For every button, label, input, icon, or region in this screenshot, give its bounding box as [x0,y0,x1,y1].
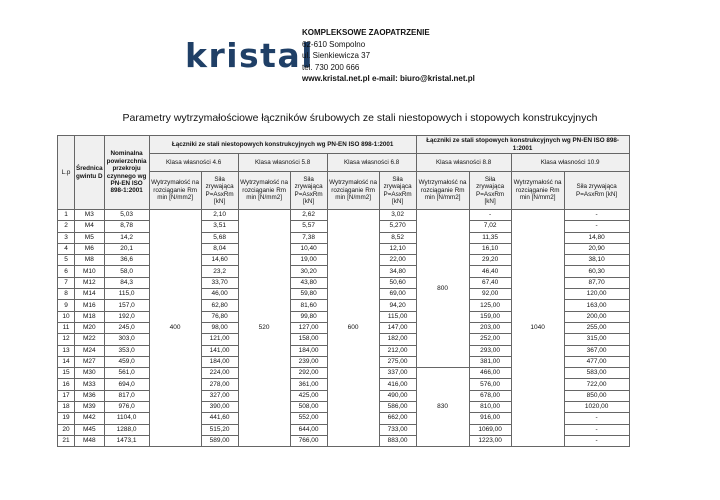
table-cell: 163,00 [564,300,629,311]
rm-value-cell: 800 [416,210,469,368]
table-cell: 3,51 [201,221,238,232]
table-cell: 1288,0 [104,424,149,435]
table-cell: 1069,00 [469,424,511,435]
rm-value-cell: 830 [416,368,469,447]
address-line2: ul. Sienkiewicza 37 [302,51,371,60]
table-cell: 10,40 [290,243,327,254]
table-cell: M45 [75,424,105,435]
table-cell: M30 [75,368,105,379]
table-cell: 644,00 [290,424,327,435]
table-cell: - [469,210,511,221]
table-cell: 255,00 [564,322,629,333]
table-cell: 4 [58,243,75,254]
table-cell: 20,1 [104,243,149,254]
table-cell: 5,57 [290,221,327,232]
header-rm: Wytrzymałość na rozciąganie Rm min [N/mm2] [149,172,201,210]
table-cell: 8,04 [201,243,238,254]
header-class-10-9: Klasa własności 10.9 [511,154,629,172]
table-cell: M42 [75,413,105,424]
rm-value-cell: 1040 [511,210,564,447]
table-cell: 561,0 [104,368,149,379]
table-cell: 19 [58,413,75,424]
table-cell: 67,40 [469,277,511,288]
table-cell: 20 [58,424,75,435]
table-cell: 976,0 [104,402,149,413]
table-cell: 883,00 [379,435,416,446]
header-group-non-alloy: Łączniki ze stali niestopowych konstrukcyjnych wg PN-EN ISO 898-1:2001 [149,136,416,154]
header-class-5-8: Klasa własności 5.8 [238,154,327,172]
table-cell: 292,00 [290,368,327,379]
table-cell: 275,00 [379,356,416,367]
table-cell: 13 [58,345,75,356]
table-cell: 184,00 [201,356,238,367]
table-cell: 303,0 [104,334,149,345]
company-name: KOMPLEKSOWE ZAOPATRZENIE [302,28,430,37]
header-class-8-8: Klasa własności 8.8 [416,154,511,172]
table-cell: 425,00 [290,390,327,401]
header-area: Nominalna powierzchnia przekroju czynnego wg PN-EN ISO 898-1:2001 [104,136,149,210]
table-cell: 576,00 [469,379,511,390]
table-cell: 34,80 [379,266,416,277]
table-cell: M48 [75,435,105,446]
table-cell: 6 [58,266,75,277]
table-cell: M6 [75,243,105,254]
table-cell: 157,0 [104,300,149,311]
table-cell: 14 [58,356,75,367]
table-cell: M5 [75,232,105,243]
header-group-alloy: Łączniki ze stali stopowych konstrukcyjnych wg PN-EN ISO 898-1:2001 [416,136,629,154]
table-cell: M22 [75,334,105,345]
table-cell: 224,00 [201,368,238,379]
table-cell: 121,00 [201,334,238,345]
table-cell: - [564,424,629,435]
table-cell: 1473,1 [104,435,149,446]
table-cell: 94,20 [379,300,416,311]
table-cell: 2,62 [290,210,327,221]
table-cell: 125,00 [469,300,511,311]
table-cell: 20,90 [564,243,629,254]
table-cell: 10 [58,311,75,322]
table-cell: 441,60 [201,413,238,424]
header-diameter: Średnica gwintu D [75,136,105,210]
company-info [302,27,475,85]
table-cell: 50,60 [379,277,416,288]
web-email: www.kristal.net.pl e-mail: biuro@kristal.net.pl [302,74,475,83]
table-cell: M27 [75,356,105,367]
address-line1: 62-610 Sompolno [302,39,366,49]
table-cell: 766,00 [290,435,327,446]
header-rm: Wytrzymałość na rozciąganie Rm min [N/mm2] [416,172,469,210]
table-cell: M16 [75,300,105,311]
table-cell: 733,00 [379,424,416,435]
table-cell: 14,80 [564,232,629,243]
table-cell: 59,80 [290,289,327,300]
header-force: Siła zrywająca P=AsxRm [kN] [564,172,629,210]
header-force: Siła zrywająca P=AsxRm [kN] [201,172,238,210]
table-cell: 1223,00 [469,435,511,446]
table-cell: M10 [75,266,105,277]
table-cell: 60,30 [564,266,629,277]
table-cell: M12 [75,277,105,288]
table-cell: 99,80 [290,311,327,322]
table-cell: 127,00 [290,322,327,333]
table-cell: 16 [58,379,75,390]
table-cell: 722,00 [564,379,629,390]
table-cell: 293,00 [469,345,511,356]
table-cell: 46,40 [469,266,511,277]
rm-value-cell: 400 [149,210,201,447]
header-force: Siła zrywająca P=AsxRm [kN] [379,172,416,210]
table-cell: M24 [75,345,105,356]
table-cell: 9 [58,300,75,311]
table-cell: 1 [58,210,75,221]
table-cell: 98,00 [201,322,238,333]
table-cell: 8,78 [104,221,149,232]
table-cell: 416,00 [379,379,416,390]
table-cell: 22,00 [379,255,416,266]
table-cell: 3,02 [379,210,416,221]
table-cell: M14 [75,289,105,300]
table-cell: M3 [75,210,105,221]
table-cell: - [564,210,629,221]
table-cell: 12,10 [379,243,416,254]
table-cell: 11 [58,322,75,333]
table-cell: 38,10 [564,255,629,266]
table-cell: - [564,413,629,424]
table-cell: 11,35 [469,232,511,243]
table-cell: 490,00 [379,390,416,401]
table-cell: 2,10 [201,210,238,221]
header-force: Siła zrywająca P=AsxRm [kN] [469,172,511,210]
table-cell: 515,20 [201,424,238,435]
table-cell: 1020,00 [564,402,629,413]
table-cell: 5,68 [201,232,238,243]
table-cell: 87,70 [564,277,629,288]
table-cell: 817,0 [104,390,149,401]
table-cell: M8 [75,255,105,266]
table-cell: 30,20 [290,266,327,277]
table-cell: 239,00 [290,356,327,367]
table-cell: 212,00 [379,345,416,356]
table-cell: 14,60 [201,255,238,266]
table-cell: 678,00 [469,390,511,401]
table-cell: 2 [58,221,75,232]
table-cell: 810,00 [469,402,511,413]
table-cell: 184,00 [290,345,327,356]
table-cell: 5,270 [379,221,416,232]
table-cell: 147,00 [379,322,416,333]
header-rm: Wytrzymałość na rozciąganie Rm min [N/mm2] [511,172,564,210]
table-cell: 21 [58,435,75,446]
table-cell: 16,10 [469,243,511,254]
table-cell: 19,00 [290,255,327,266]
table-cell: 8 [58,289,75,300]
header-class-6-8: Klasa własności 6.8 [327,154,416,172]
table-cell: 182,00 [379,334,416,345]
table-cell: 159,00 [469,311,511,322]
table-cell: 245,0 [104,322,149,333]
table-cell: 552,00 [290,413,327,424]
table-cell: 361,00 [290,379,327,390]
table-cell: 850,00 [564,390,629,401]
table-cell: 62,80 [201,300,238,311]
table-cell: 477,00 [564,356,629,367]
table-cell: 589,00 [201,435,238,446]
table-cell: 33,70 [201,277,238,288]
table-cell: 466,00 [469,368,511,379]
table-body [58,210,630,447]
header-rm: Wytrzymałość na rozciąganie Rm min [N/mm2] [327,172,379,210]
table-cell: 5,03 [104,210,149,221]
company-logo: kristal [185,36,315,75]
table-cell: 278,00 [201,379,238,390]
phone: tel. 730 200 666 [302,62,360,72]
table-cell: 192,0 [104,311,149,322]
document-title: Parametry wytrzymałościowe łączników śrubowych ze stali niestopowych i stopowych konstrukcyjnych [122,112,598,124]
header-rm: Wytrzymałość na rozciąganie Rm min [N/mm2] [238,172,290,210]
table-cell: 69,00 [379,289,416,300]
table-cell: M39 [75,402,105,413]
table-cell: 81,60 [290,300,327,311]
table-cell: 662,00 [379,413,416,424]
table-cell: 694,0 [104,379,149,390]
table-cell: M20 [75,322,105,333]
table-cell: 459,0 [104,356,149,367]
table-cell: 158,00 [290,334,327,345]
table-cell: 43,80 [290,277,327,288]
table-cell: 1104,0 [104,413,149,424]
table-cell: 7,02 [469,221,511,232]
table-cell: 15 [58,368,75,379]
table-cell: 3 [58,232,75,243]
table-cell: 46,00 [201,289,238,300]
table-cell: 14,2 [104,232,149,243]
rm-value-cell: 520 [238,210,290,447]
table-cell: 29,20 [469,255,511,266]
table-cell: 390,00 [201,402,238,413]
table-cell: M36 [75,390,105,401]
rm-value-cell: 600 [327,210,379,447]
table-cell: M33 [75,379,105,390]
table-cell: 7 [58,277,75,288]
table-cell: M4 [75,221,105,232]
table-row [58,210,630,221]
table-cell: 203,00 [469,322,511,333]
strength-table [57,135,630,447]
table-cell: 583,00 [564,368,629,379]
table-cell: 327,00 [201,390,238,401]
header-lp: L.p [58,136,75,210]
table-cell: 200,00 [564,311,629,322]
table-cell: 7,38 [290,232,327,243]
table-cell: 115,00 [379,311,416,322]
table-cell: 36,6 [104,255,149,266]
table-cell: 315,00 [564,334,629,345]
table-cell: 17 [58,390,75,401]
table-cell: 508,00 [290,402,327,413]
table-cell: 916,00 [469,413,511,424]
table-cell: 381,00 [469,356,511,367]
table-cell: 84,3 [104,277,149,288]
table-cell: 12 [58,334,75,345]
table-cell: 115,0 [104,289,149,300]
table-cell: 586,00 [379,402,416,413]
table-cell: - [564,435,629,446]
table-cell: 92,00 [469,289,511,300]
table-cell: 58,0 [104,266,149,277]
table-cell: 120,00 [564,289,629,300]
header-class-4-6: Klasa własności 4.6 [149,154,238,172]
table-cell: 5 [58,255,75,266]
table-cell: 141,00 [201,345,238,356]
table-cell: 252,00 [469,334,511,345]
header-force: Siła zrywająca P=AsxRm [kN] [290,172,327,210]
table-cell: 367,00 [564,345,629,356]
table-cell: 76,80 [201,311,238,322]
table-cell: 8,52 [379,232,416,243]
table-cell: 353,0 [104,345,149,356]
table-cell: - [564,221,629,232]
table-cell: M18 [75,311,105,322]
table-cell: 18 [58,402,75,413]
table-cell: 337,00 [379,368,416,379]
table-cell: 23,2 [201,266,238,277]
